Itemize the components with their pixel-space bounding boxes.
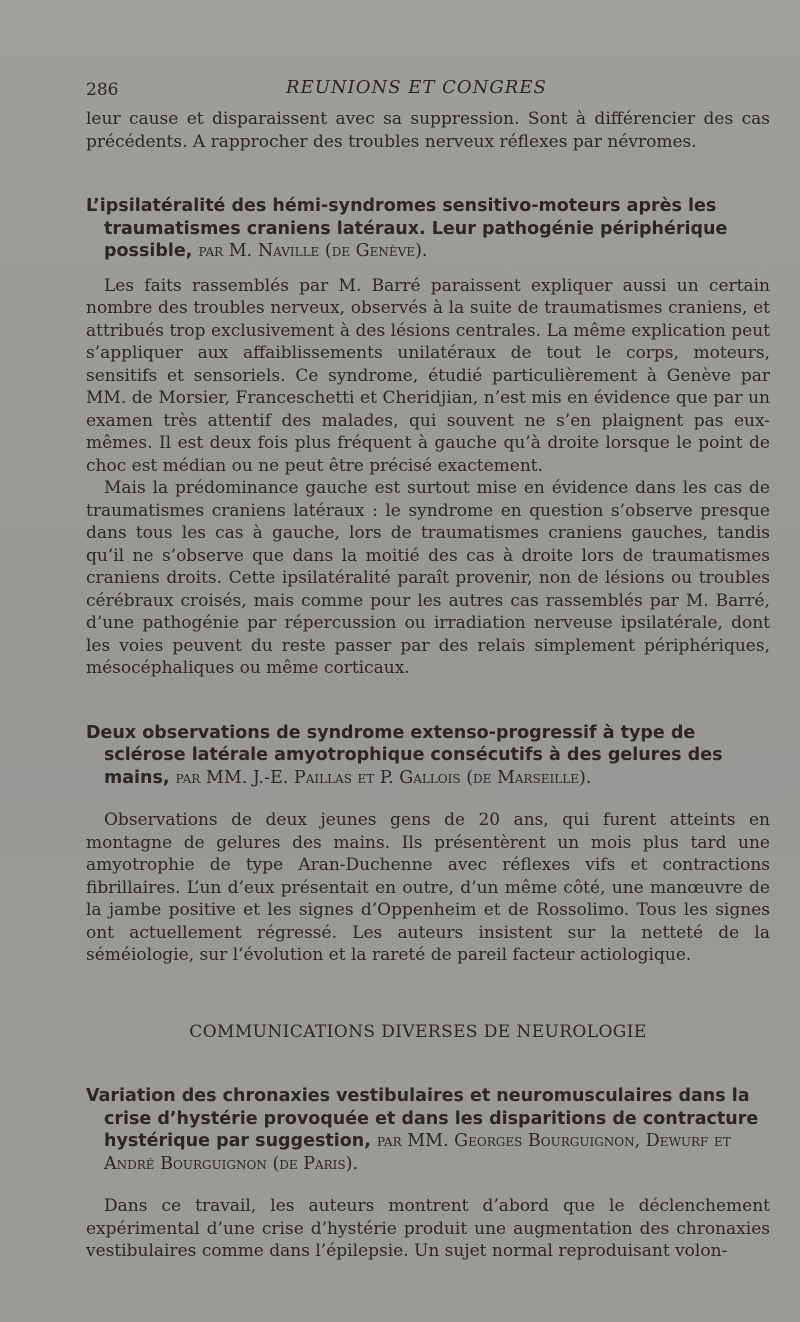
body-paragraph: Mais la prédominance gauche est surtout mise en évidence dans les cas de traumatismes craniens latéraux : le syndrome en question s’observe presque dans tous les cas à gauche, lors de traumatismes craniens gauches, tandis qu’il ne s’observe que dans la moitié des cas à droite lors de traumatismes craniens droits. Cette ipsilatéralité paraît provenir, non de lésions ou troubles cérébraux croisés, mais comme pour les autres cas rassemblés par M. Barré, d’une pathogénie par répercussion ou irradiation nerveuse ipsilatérale, dont les voies peuvent du reste passer par des relais simplement périphériques, mésocéphaliques ou même corticaux. <box>86 478 770 678</box>
author-name: Paillas <box>293 767 352 788</box>
section-heading: COMMUNICATIONS DIVERSES DE NEUROLOGIE <box>189 1021 647 1042</box>
running-head: REUNIONS ET CONGRES <box>286 77 547 98</box>
continued-paragraph: leur cause et disparaissent avec sa suppression. Sont à différencier des cas précédents. A rapprocher des troubles nerveux réflexes par névromes. <box>86 109 770 152</box>
author-line: par MM. Georges Bourguignon, Dewurf et André Bourguignon (de Paris). <box>104 1131 731 1174</box>
author-name: Bourguignon <box>160 1153 267 1174</box>
article-title-sclerose <box>86 722 770 790</box>
article-title-text: Variation des chronaxies vestibulaires et neuromusculaires dans la crise d’hystérie provoquée et dans les disparitions de contracture hystérique par suggestion, <box>86 1086 759 1151</box>
article-title-text: Deux observations de syndrome extenso-progressif à type de sclérose latérale amyotrophique consécutifs à des gelures des mains, <box>86 722 723 788</box>
author-name: Bourguignon <box>527 1131 635 1151</box>
page-header <box>86 74 770 108</box>
article-title-text: L’ipsilatéralité des hémi-syndromes sensitivo-moteurs après les traumatismes craniens latéraux. Leur pathogénie périphérique possible, <box>86 196 728 261</box>
article-title-chronaxies <box>86 1085 770 1175</box>
page-number: 286 <box>86 80 119 100</box>
article-title-ipsilateralite <box>86 195 770 263</box>
body-paragraph: Les faits rassemblés par M. Barré paraissent expliquer aussi un certain nombre des troubles nerveux, observés à la suite de traumatismes craniens, et attribués trop exclusivement à des lésions centrales. La même explication peut s’appliquer aux affaiblissements unilatéraux de tout le corps, moteurs, sensitifs et sensoriels. Ce syndrome, étudié particulièrement à Genève par MM. de Morsier, Franceschetti et Cheridjian, n’est mis en évidence que par un examen très attentif des malades, qui souvent ne s’en plaignent pas eux-mêmes. Il est deux fois plus fréquent à gauche qu’à droite lorsque le point de choc est médian ou ne peut être précisé exactement. <box>86 275 770 476</box>
author-line: par M. Naville (de Genève). <box>198 241 428 261</box>
author-name: Gallois <box>399 767 461 788</box>
author-name: Dewurf <box>645 1131 709 1151</box>
body-paragraph: Observations de deux jeunes gens de 20 ans, qui furent atteints en montagne de gelures des mains. Ils présentèrent un mois plus tard une amyotrophie de type Aran-Duchenne avec réflexes vifs et contractions fibrillaires. L’un d’eux présentait en outre, d’un même côté, une manœuvre de la jambe positive et les signes d’Oppenheim et de Rossolimo. Tous les signes ont actuellement régressé. Les auteurs insistent sur la netteté de la séméiologie, sur l’évolution et la rareté de pareil facteur actiologique. <box>86 810 770 965</box>
body-paragraph: Dans ce travail, les auteurs montrent d’abord que le déclenchement expérimental d’une crise d’hystérie produit une augmentation des chronaxies vestibulaires comme dans l’épilepsie. Un sujet normal reproduisant volon- <box>86 1196 770 1261</box>
author-name: Naville <box>257 241 320 261</box>
author-line: par MM. J.-E. Paillas et P. Gallois (de Marseille). <box>175 767 592 788</box>
